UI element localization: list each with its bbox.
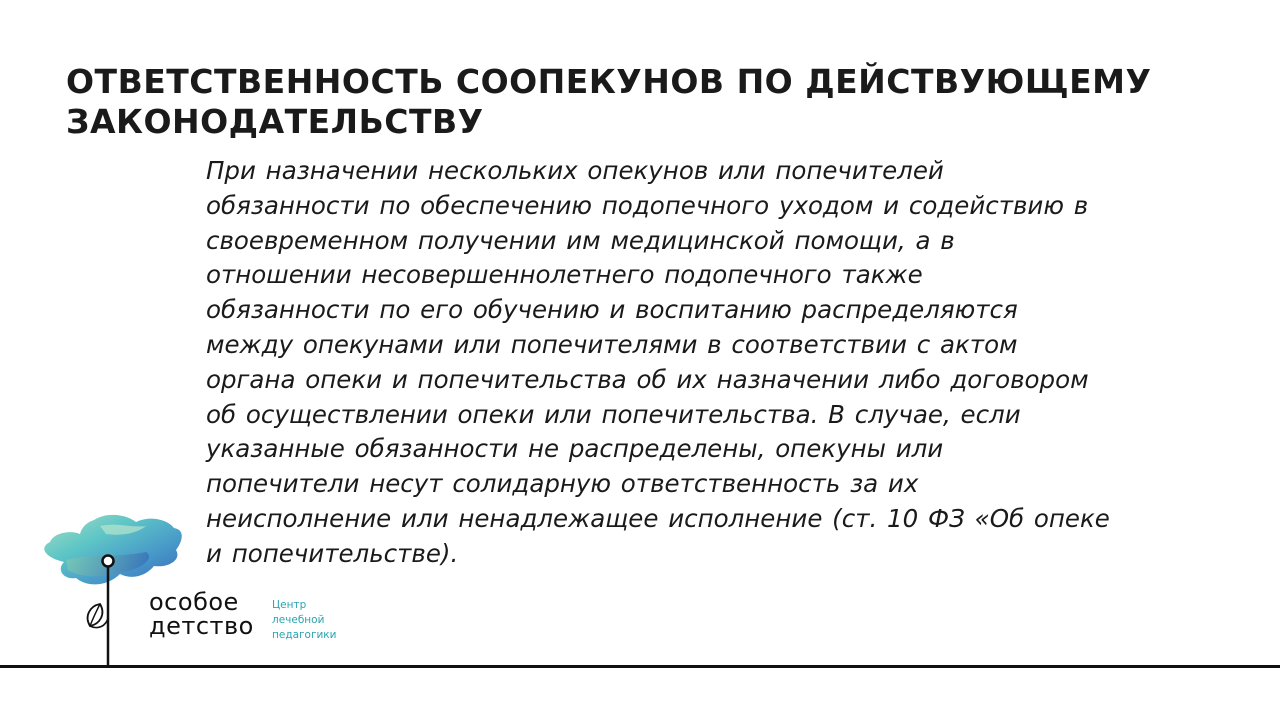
body-line: между опекунами или попечителями в соответствии с актом [206, 329, 1018, 359]
bottom-divider [0, 665, 1280, 668]
body-line: попечители несут солидарную ответственность за их [206, 469, 919, 499]
logo-subtitle-line: педагогики [272, 629, 337, 641]
leaf-icon [88, 604, 108, 628]
body-line: При назначении нескольких опекунов или попечителей [206, 156, 944, 185]
stem-dot-icon [103, 556, 114, 567]
body-line: своевременном получении им медицинской помощи, а в [206, 225, 955, 255]
slide-title: ОТВЕТСТВЕННОСТЬ СООПЕКУНОВ ПО ДЕЙСТВУЮЩЕМУ ЗАКОНОДАТЕЛЬСТВУ [66, 62, 1152, 141]
logo-subtitle [272, 598, 336, 643]
logo-subtitle-line: лечебной [272, 614, 325, 626]
body-line: указанные обязанности не распределены, опекуны или [206, 434, 944, 464]
body-line: неисполнение или ненадлежащее исполнение (ст. 10 ФЗ «Об опеке [206, 503, 1110, 533]
body-line: органа опеки и попечительства об их назначении либо договором [206, 364, 1089, 394]
body-line: и попечительстве). [206, 538, 459, 568]
logo-wordmark [149, 590, 254, 638]
body-line: обязанности по его обучению и воспитанию распределяются [206, 295, 1018, 325]
body-line: об осуществлении опеки или попечительства. В случае, если [206, 399, 1021, 429]
logo-subtitle-line: Центр [272, 599, 307, 611]
logo-wordmark-line: особое [149, 588, 239, 616]
logo-wordmark-line: детство [149, 612, 254, 640]
body-paragraph [206, 154, 1141, 572]
body-line: отношении несовершеннолетнего подопечного также [206, 260, 923, 290]
body-line: обязанности по обеспечению подопечного уходом и содействию в [206, 190, 1089, 220]
